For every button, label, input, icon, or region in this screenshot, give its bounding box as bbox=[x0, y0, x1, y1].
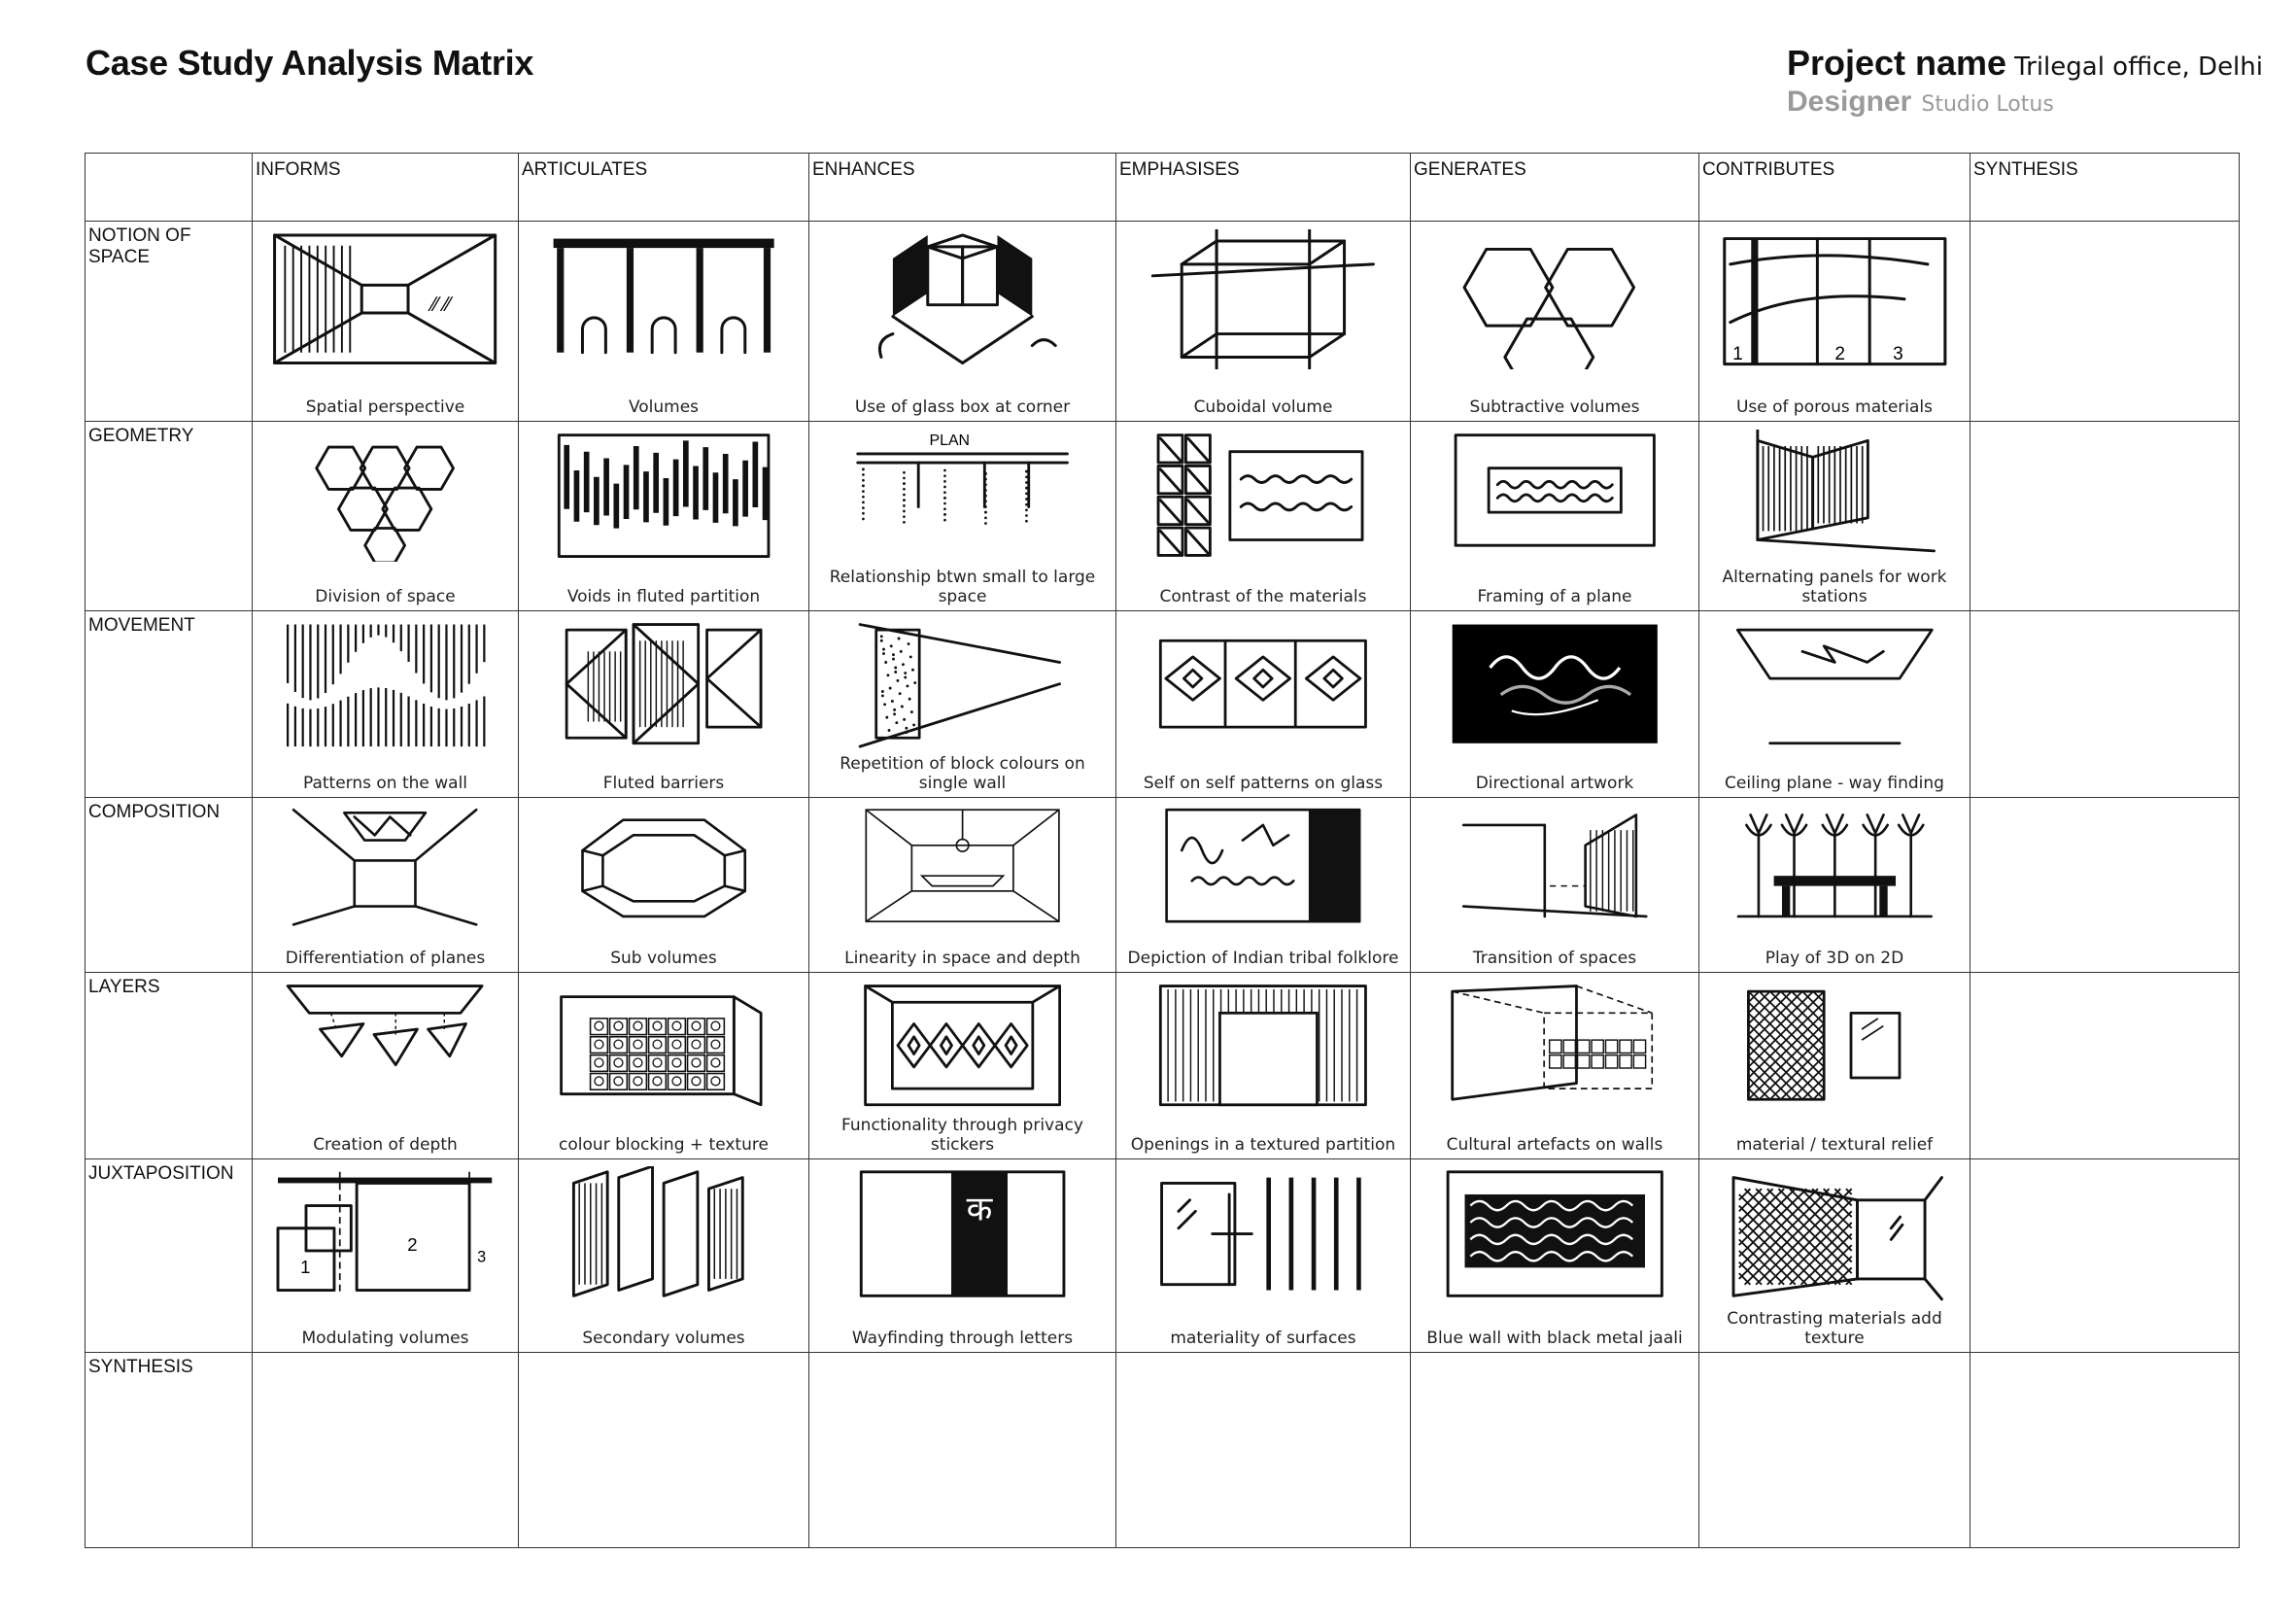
sketch-fluted-barriers bbox=[536, 619, 791, 748]
matrix-cell bbox=[1699, 611, 1970, 797]
matrix-row-notion-of-space bbox=[86, 222, 2240, 422]
sketch-plan-dots bbox=[828, 430, 1097, 562]
cell-caption: Patterns on the wall bbox=[302, 773, 468, 793]
designer-label: Designer bbox=[1786, 86, 1912, 118]
sketch-panels bbox=[1716, 430, 1954, 562]
cell-caption: colour blocking + texture bbox=[559, 1134, 769, 1155]
designer-value: Studio Lotus bbox=[1921, 92, 2054, 117]
sketch-materiality bbox=[1134, 1166, 1392, 1301]
sketch-hex-cluster bbox=[268, 430, 501, 562]
project-name-row bbox=[1787, 43, 2263, 84]
cell-content bbox=[1411, 1353, 1698, 1547]
matrix-cell bbox=[1699, 421, 1970, 611]
sketch-artefacts bbox=[1428, 981, 1682, 1110]
sketch-wall-pattern bbox=[268, 619, 501, 748]
cell-caption: Relationship btwn small to large space bbox=[829, 568, 1096, 607]
matrix-cell bbox=[809, 421, 1116, 611]
row-label: JUXTAPOSITION bbox=[86, 1158, 253, 1353]
sketch-glass-box bbox=[828, 229, 1097, 368]
sketch-ceiling-tris bbox=[268, 805, 501, 926]
cell-content bbox=[1699, 222, 1970, 421]
cell-caption: Creation of depth bbox=[313, 1134, 458, 1155]
cell-caption: Framing of a plane bbox=[1477, 587, 1632, 607]
cell-content bbox=[1699, 1353, 1970, 1547]
cell-caption: Transition of spaces bbox=[1472, 949, 1637, 969]
sketch-octagon bbox=[536, 805, 791, 926]
svg-text:PLAN: PLAN bbox=[929, 432, 970, 449]
sketch-jaali bbox=[1428, 1166, 1682, 1301]
svg-text:1: 1 bbox=[300, 1257, 311, 1278]
sketch-transition bbox=[1428, 805, 1682, 926]
matrix-cell bbox=[1411, 611, 1699, 797]
cell-content bbox=[519, 1159, 808, 1353]
matrix-row-geometry bbox=[86, 421, 2240, 611]
matrix-cell bbox=[253, 1353, 519, 1548]
cell-caption: Use of glass box at corner bbox=[854, 397, 1071, 417]
cell-caption: Depiction of Indian tribal folklore bbox=[1127, 949, 1399, 969]
cell-caption: Openings in a textured partition bbox=[1130, 1134, 1396, 1155]
sketch-hexagons bbox=[1428, 229, 1682, 368]
column-header-contributes: CONTRIBUTES bbox=[1699, 154, 1970, 222]
cell-caption: Volumes bbox=[628, 397, 700, 417]
matrix-cell bbox=[809, 797, 1116, 972]
cell-caption: Fluted barriers bbox=[602, 773, 725, 793]
sketch-diamond-glass bbox=[1134, 619, 1392, 748]
cell-caption: Alternating panels for work stations bbox=[1722, 568, 1947, 607]
cell-caption: Self on self patterns on glass bbox=[1143, 773, 1384, 793]
cell-content bbox=[253, 1353, 518, 1547]
matrix-row-synthesis bbox=[86, 1353, 2240, 1548]
project-name-value: Trilegal office, Delhi bbox=[2014, 52, 2263, 82]
row-label: LAYERS bbox=[86, 973, 253, 1158]
cell-content bbox=[519, 1353, 808, 1547]
sketch-secondary bbox=[536, 1166, 791, 1301]
cell-content bbox=[1699, 611, 1970, 796]
project-name-label: Project name bbox=[1786, 43, 2007, 83]
matrix-cell bbox=[1116, 222, 1411, 422]
cell-content bbox=[1699, 798, 1970, 972]
cell-content bbox=[1116, 1353, 1410, 1547]
cell-caption: Contrasting materials add texture bbox=[1727, 1309, 1942, 1349]
matrix-cell bbox=[1116, 1158, 1411, 1353]
matrix-row-juxtaposition bbox=[86, 1158, 2240, 1353]
cell-content bbox=[1699, 422, 1970, 611]
svg-text:2: 2 bbox=[407, 1234, 418, 1256]
cell-caption: Use of porous materials bbox=[1735, 397, 1933, 417]
cell-caption: material / textural relief bbox=[1735, 1134, 1934, 1155]
page-title: Case Study Analysis Matrix bbox=[86, 43, 534, 83]
corner-cell bbox=[86, 154, 253, 222]
matrix-cell bbox=[253, 421, 519, 611]
sketch-letter bbox=[828, 1166, 1097, 1301]
matrix-cell bbox=[809, 222, 1116, 422]
sketch-block-grid bbox=[536, 981, 791, 1110]
cell-caption: Subtractive volumes bbox=[1469, 397, 1640, 417]
matrix-cell bbox=[1699, 973, 1970, 1158]
cell-content bbox=[519, 798, 808, 972]
matrix-cell bbox=[1116, 973, 1411, 1158]
sketch-trees-table bbox=[1716, 805, 1954, 926]
matrix-cell bbox=[1699, 797, 1970, 972]
cell-content bbox=[253, 1159, 518, 1353]
cell-content bbox=[1116, 222, 1410, 421]
matrix-cell bbox=[519, 222, 809, 422]
row-label: GEOMETRY bbox=[86, 421, 253, 611]
project-info bbox=[1787, 43, 2263, 119]
cell-caption: Secondary volumes bbox=[582, 1329, 745, 1349]
column-header-articulates: ARTICULATES bbox=[519, 154, 809, 222]
cell-content bbox=[1411, 798, 1698, 972]
matrix-cell bbox=[1411, 973, 1699, 1158]
cell-content bbox=[809, 1159, 1115, 1353]
cell-content bbox=[1116, 973, 1410, 1158]
cell-caption: Contrast of the materials bbox=[1159, 587, 1367, 607]
sketch-porous-arrows bbox=[1716, 229, 1954, 368]
cell-content bbox=[253, 611, 518, 796]
sketch-opening bbox=[1134, 981, 1392, 1110]
cell-content bbox=[253, 798, 518, 972]
row-label: SYNTHESIS bbox=[86, 1353, 253, 1548]
synthesis-cell bbox=[1970, 797, 2240, 972]
cell-caption: Repetition of block colours on single wall bbox=[840, 753, 1085, 793]
svg-text:3: 3 bbox=[477, 1249, 487, 1267]
cell-content bbox=[1411, 611, 1698, 796]
cell-caption: Cultural artefacts on walls bbox=[1446, 1134, 1663, 1155]
matrix-cell bbox=[1116, 611, 1411, 797]
cell-content bbox=[1699, 973, 1970, 1158]
matrix-cell bbox=[809, 611, 1116, 797]
cell-content bbox=[809, 798, 1115, 972]
cell-caption: Directional artwork bbox=[1475, 773, 1634, 793]
synthesis-cell bbox=[1970, 611, 2240, 797]
sketch-privacy-stickers bbox=[828, 981, 1097, 1110]
matrix-cell bbox=[809, 973, 1116, 1158]
matrix-cell bbox=[1411, 222, 1699, 422]
matrix-cell bbox=[1699, 222, 1970, 422]
matrix-cell bbox=[253, 973, 519, 1158]
sketch-arches bbox=[536, 229, 791, 368]
cell-content bbox=[253, 973, 518, 1158]
matrix-cell bbox=[519, 611, 809, 797]
matrix-cell bbox=[1411, 797, 1699, 972]
cell-content bbox=[1411, 1159, 1698, 1353]
cell-caption: Linearity in space and depth bbox=[844, 949, 1080, 969]
synthesis-cell bbox=[1970, 1158, 2240, 1353]
designer-row bbox=[1787, 86, 2263, 119]
matrix-cell bbox=[253, 222, 519, 422]
cell-content bbox=[1116, 611, 1410, 796]
matrix-cell bbox=[519, 973, 809, 1158]
synthesis-cell bbox=[1970, 222, 2240, 422]
matrix-cell bbox=[1699, 1158, 1970, 1353]
matrix-cell bbox=[519, 797, 809, 972]
cell-content bbox=[1116, 422, 1410, 611]
column-header-synthesis: SYNTHESIS bbox=[1970, 154, 2240, 222]
cell-caption: Play of 3D on 2D bbox=[1765, 949, 1904, 969]
cell-content bbox=[809, 611, 1115, 796]
matrix-cell bbox=[1411, 1353, 1699, 1548]
cell-content bbox=[253, 222, 518, 421]
matrix-cell bbox=[1116, 421, 1411, 611]
matrix-cell bbox=[809, 1158, 1116, 1353]
cell-content bbox=[519, 422, 808, 611]
matrix-cell bbox=[1699, 1353, 1970, 1548]
cell-content bbox=[1116, 798, 1410, 972]
row-label: COMPOSITION bbox=[86, 797, 253, 972]
cell-content bbox=[1411, 973, 1698, 1158]
analysis-matrix bbox=[85, 153, 2240, 1548]
column-header-emphasises: EMPHASISES bbox=[1116, 154, 1411, 222]
cell-caption: Differentiation of planes bbox=[285, 949, 486, 969]
cell-content bbox=[1699, 1159, 1970, 1353]
cell-caption: Spatial perspective bbox=[305, 397, 465, 417]
matrix-row-composition bbox=[86, 797, 2240, 972]
matrix-cell bbox=[519, 1353, 809, 1548]
column-header-enhances: ENHANCES bbox=[809, 154, 1116, 222]
cell-caption: Cuboidal volume bbox=[1193, 397, 1333, 417]
sketch-linear-space bbox=[828, 805, 1097, 926]
cell-caption: materiality of surfaces bbox=[1170, 1329, 1356, 1349]
cell-content bbox=[519, 973, 808, 1158]
svg-text:3: 3 bbox=[1892, 344, 1903, 365]
matrix-cell bbox=[809, 1353, 1116, 1548]
cell-content bbox=[1411, 422, 1698, 611]
devanagari-letter: क bbox=[966, 1191, 993, 1230]
matrix-cell bbox=[253, 1158, 519, 1353]
cell-content bbox=[809, 1353, 1115, 1547]
matrix-cell bbox=[253, 797, 519, 972]
sketch-fluted-voids bbox=[536, 430, 791, 562]
cell-content bbox=[1411, 222, 1698, 421]
matrix-cell bbox=[1116, 797, 1411, 972]
sketch-block-wall bbox=[828, 619, 1097, 748]
sketch-ceiling-plane bbox=[1716, 619, 1954, 748]
svg-text:1: 1 bbox=[1731, 344, 1743, 365]
cell-content bbox=[253, 422, 518, 611]
row-label: NOTION OF SPACE bbox=[86, 222, 253, 422]
column-header-generates: GENERATES bbox=[1411, 154, 1699, 222]
cell-content bbox=[519, 222, 808, 421]
cell-caption: Ceiling plane - way finding bbox=[1725, 773, 1944, 793]
cell-content bbox=[519, 611, 808, 796]
sketch-mesh-relief bbox=[1716, 981, 1954, 1110]
sketch-wire-cube bbox=[1134, 229, 1392, 368]
matrix-cell bbox=[1411, 1158, 1699, 1353]
matrix-row-movement bbox=[86, 611, 2240, 797]
header-row bbox=[86, 154, 2240, 222]
sketch-hanging-tris bbox=[268, 981, 501, 1110]
matrix-cell bbox=[1116, 1353, 1411, 1548]
synthesis-cell bbox=[1970, 973, 2240, 1158]
matrix-cell bbox=[519, 1158, 809, 1353]
sketch-grid-wood bbox=[1134, 430, 1392, 562]
matrix-row-layers bbox=[86, 973, 2240, 1158]
synthesis-cell bbox=[1970, 421, 2240, 611]
cell-caption: Sub volumes bbox=[610, 949, 717, 969]
sketch-dark-artwork bbox=[1428, 619, 1682, 748]
synthesis-cell bbox=[1970, 1353, 2240, 1548]
cell-caption: Division of space bbox=[315, 587, 456, 607]
sketch-mesh-room bbox=[1716, 1166, 1954, 1301]
cell-caption: Functionality through privacy stickers bbox=[841, 1115, 1083, 1155]
cell-content bbox=[809, 973, 1115, 1158]
cell-content bbox=[809, 422, 1115, 611]
cell-caption: Wayfinding through letters bbox=[851, 1329, 1074, 1349]
cell-caption: Blue wall with black metal jaali bbox=[1426, 1329, 1683, 1349]
matrix-cell bbox=[253, 611, 519, 797]
column-header-informs: INFORMS bbox=[253, 154, 519, 222]
sketch-folklore bbox=[1134, 805, 1392, 926]
sketch-perspective-room bbox=[268, 229, 501, 368]
svg-text:2: 2 bbox=[1834, 344, 1845, 365]
sketch-framed-plane bbox=[1428, 430, 1682, 562]
matrix-cell bbox=[519, 421, 809, 611]
cell-content bbox=[1116, 1159, 1410, 1353]
row-label: MOVEMENT bbox=[86, 611, 253, 797]
sketch-modulating bbox=[268, 1166, 501, 1301]
matrix-cell bbox=[1411, 421, 1699, 611]
cell-content bbox=[809, 222, 1115, 421]
cell-caption: Modulating volumes bbox=[301, 1329, 469, 1349]
cell-caption: Voids in fluted partition bbox=[566, 587, 761, 607]
svg-text:⁄⁄ ⁄⁄: ⁄⁄ ⁄⁄ bbox=[431, 293, 451, 316]
